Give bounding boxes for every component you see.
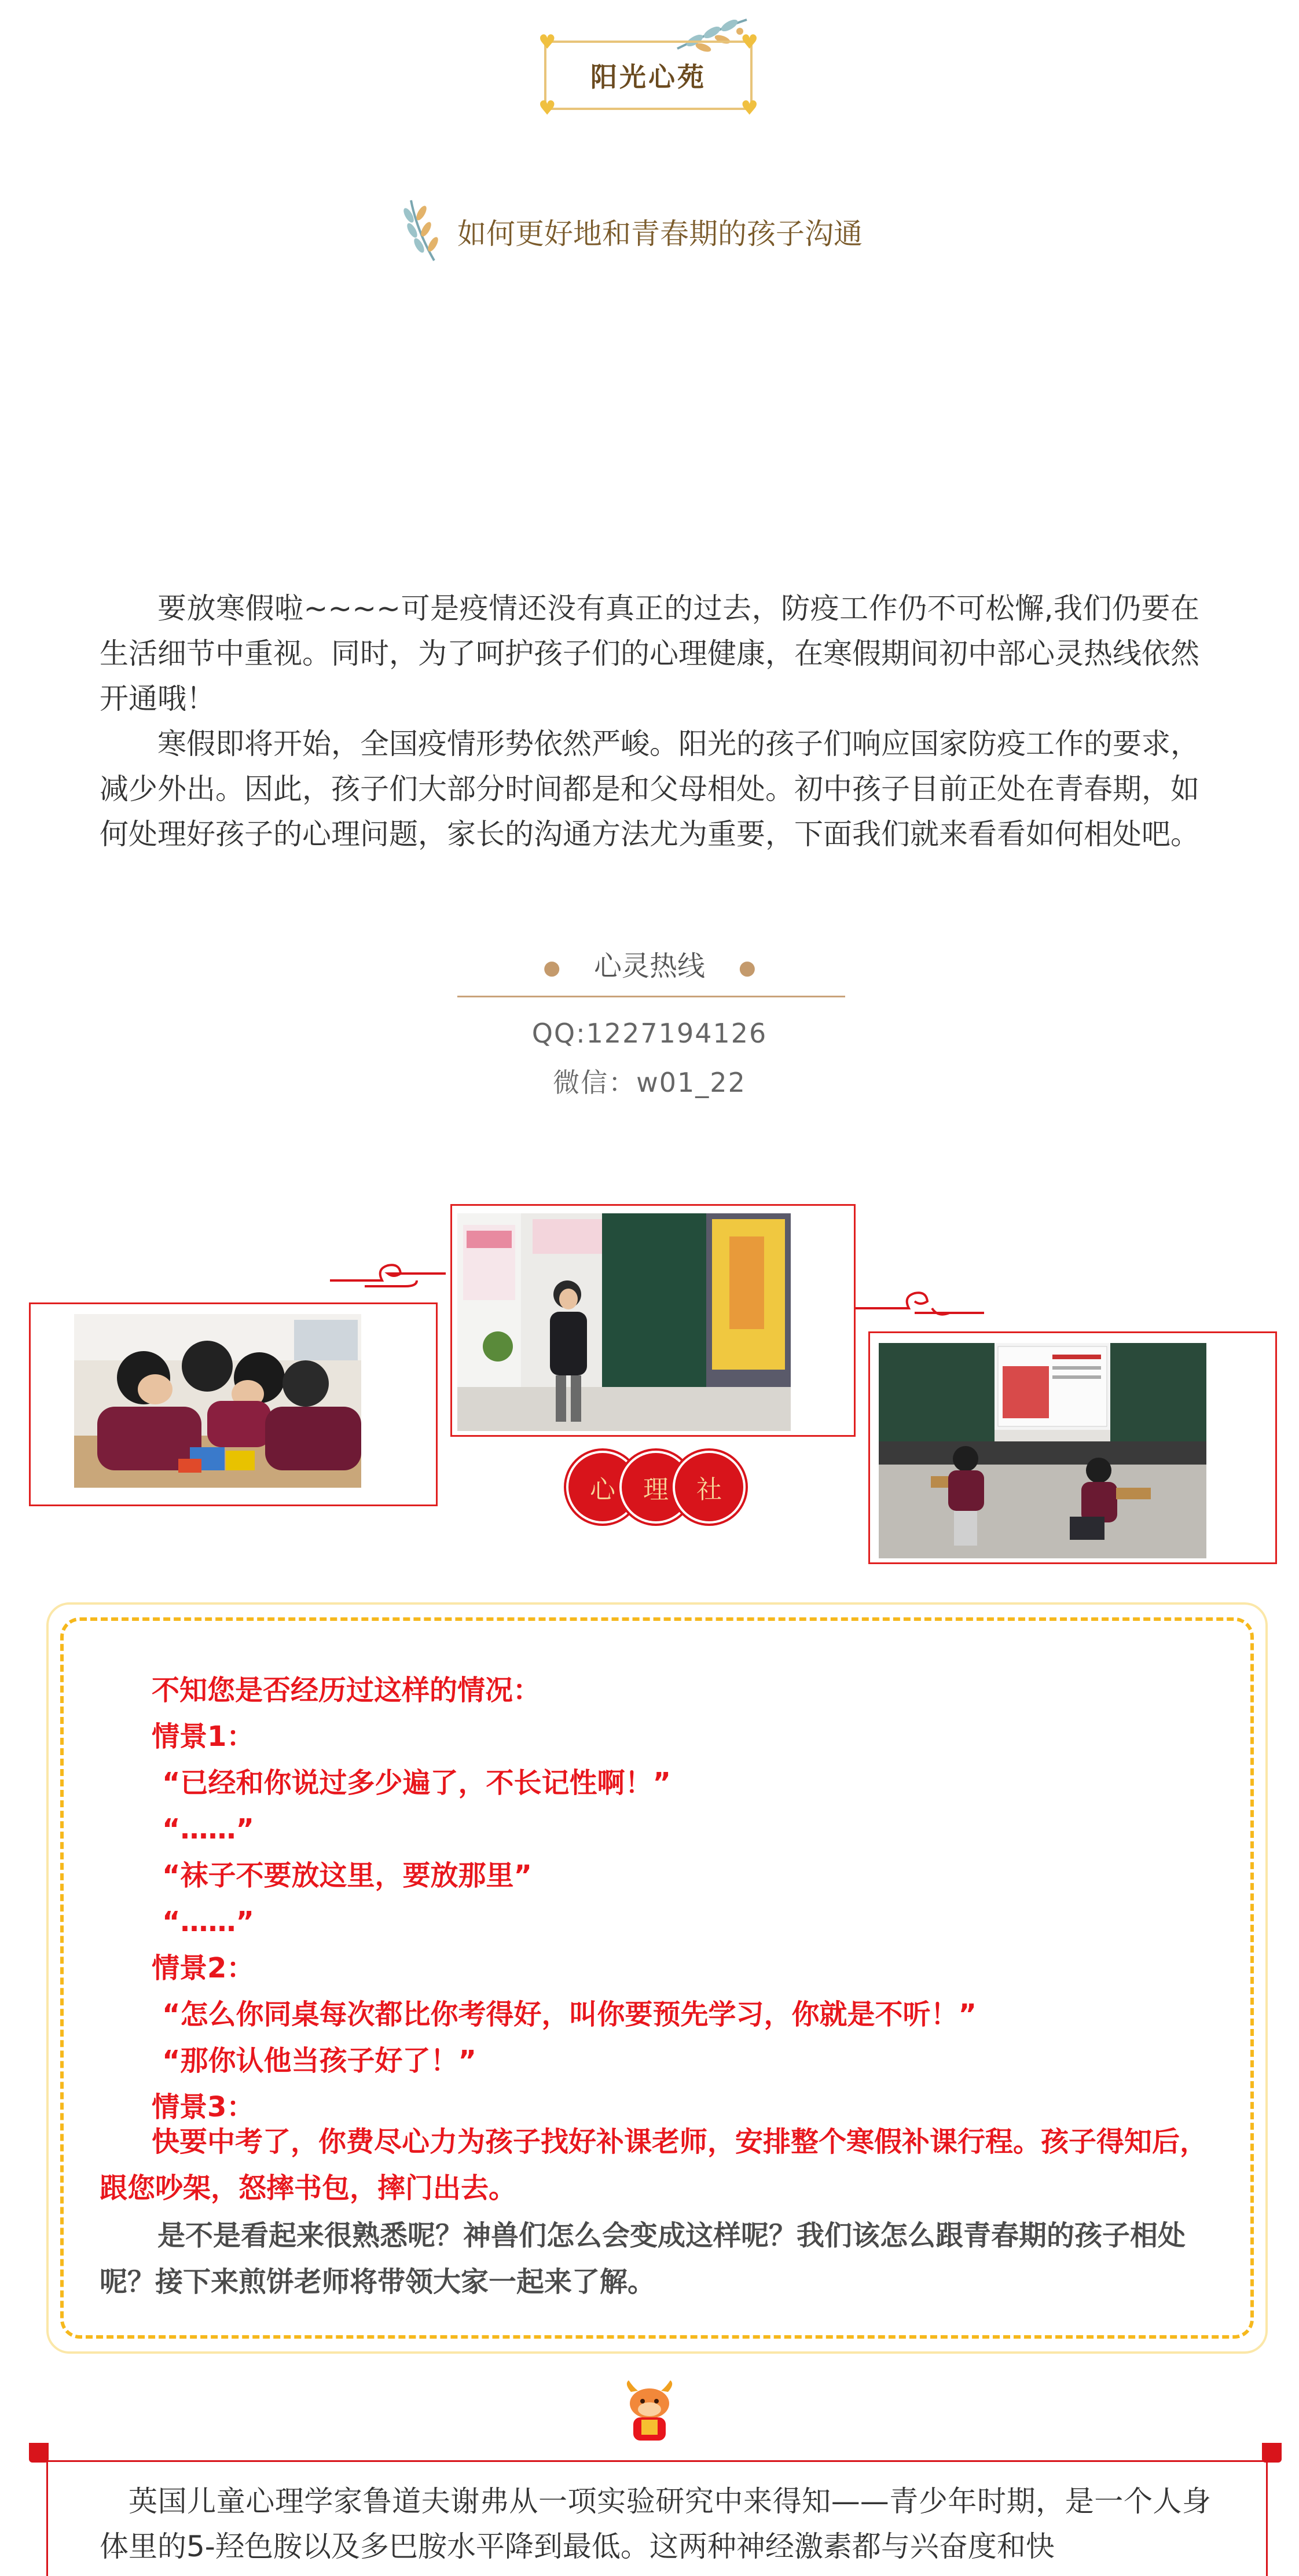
scenario-quote: “……”: [162, 1813, 255, 1845]
frame-corner: [29, 2443, 49, 2463]
subtitle: [394, 197, 863, 266]
seal-char: 理: [622, 1453, 690, 1521]
hotline-heading: [0, 944, 1299, 984]
divider: [457, 996, 845, 997]
photo-role-play: [879, 1343, 1206, 1558]
heart-icon: ♥: [538, 97, 556, 120]
scenario-heading: 情景2：: [152, 1952, 255, 1984]
scenario-quote: “已经和你说过多少遍了，不长记性啊！”: [162, 1767, 671, 1799]
title-badge: [538, 31, 758, 120]
situations-intro: 不知您是否经历过这样的情况：: [152, 1674, 541, 1707]
frame-corner: [1262, 2443, 1282, 2463]
hotline-qq: QQ:1227194126: [531, 1018, 768, 1049]
cloud-swirl-icon: [330, 1257, 469, 1294]
club-seal: [565, 1453, 744, 1522]
scenario-quote: “袜子不要放这里，要放那里”: [162, 1859, 533, 1892]
scenario-heading: 情景1：: [152, 1720, 255, 1753]
intro-paragraph: 要放寒假啦~~~~可是疫情还没有真正的过去，防疫工作仍不可松懈,我们仍要在生活细节中重视。同时，为了呵护孩子们的心理健康，在寒假期间初中部心灵热线依然开通哦！: [100, 592, 1199, 715]
scenario-heading: 情景3：: [152, 2091, 255, 2123]
heart-icon: ♥: [740, 97, 758, 120]
situations-closing: 是不是看起来很熟悉呢？神兽们怎么会变成这样呢？我们该怎么跟青春期的孩子相处呢？接下来煎饼老师将带领大家一起来了解。: [100, 2219, 1186, 2298]
scenario-description: 快要中考了，你费尽心力为孩子找好补课老师，安排整个寒假补课行程。孩子得知后，跟您吵架，怒摔书包，摔门出去。: [100, 2126, 1208, 2204]
photo-teacher-classroom: [457, 1213, 791, 1431]
heart-icon: ♥: [740, 31, 758, 54]
bullet-dot-icon: ●: [543, 956, 560, 979]
scenario-quote: “那你认他当孩子好了！”: [162, 2045, 477, 2077]
subtitle-text: 如何更好地和青春期的孩子沟通: [457, 217, 863, 251]
ox-mascot-icon: [621, 2379, 678, 2443]
heart-icon: ♥: [538, 31, 556, 54]
body-paragraph: 英国儿童心理学家鲁道夫谢弗从一项实验研究中来得知——青少年时期，是一个人身体里的5-羟色胺以及多巴胺水平降到最低。这两种神经激素都与兴奋度和快: [100, 2485, 1211, 2563]
seal-char: 社: [675, 1453, 743, 1521]
hotline-wechat: 微信：w01_22: [553, 1067, 746, 1098]
hotline-title: 心灵热线: [593, 950, 705, 982]
intro-paragraph: 寒假即将开始，全国疫情形势依然严峻。阳光的孩子们响应国家防疫工作的要求，减少外出。因此，孩子们大部分时间都是和父母相处。初中孩子目前正处在青春期，如何处理好孩子的心理问题，家长的沟通方法尤为重要，下面我们就来看看如何相处吧。: [100, 727, 1199, 851]
seal-char: 心: [568, 1453, 637, 1521]
leaf-sprig-icon: [394, 196, 446, 267]
bullet-dot-icon: ●: [739, 956, 756, 979]
cloud-swirl-icon: [845, 1285, 990, 1322]
photo-students-activity: [74, 1314, 361, 1488]
scenario-quote: “怎么你同桌每次都比你考得好，叫你要预先学习，你就是不听！”: [162, 1998, 977, 2031]
page-title: 阳光心苑: [590, 61, 706, 93]
scenario-quote: “……”: [162, 1906, 255, 1938]
